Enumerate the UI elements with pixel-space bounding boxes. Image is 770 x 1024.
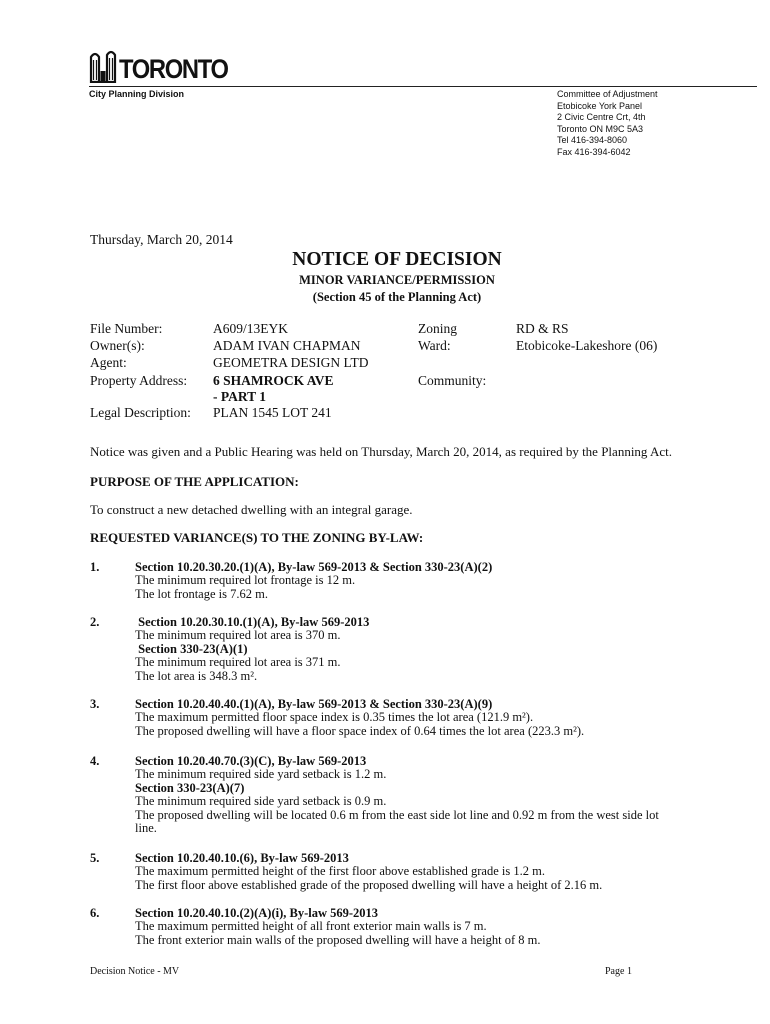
variance-text: The first floor above established grade of the proposed dwelling will have a height of 2.16 m.	[135, 877, 603, 892]
zoning-label: Zoning	[418, 321, 457, 336]
city-hall-icon	[89, 49, 117, 83]
variance-text: The minimum required lot frontage is 12 m.	[135, 573, 356, 588]
ward-value: Etobicoke-Lakeshore (06)	[516, 338, 658, 353]
variance-item	[90, 907, 730, 947]
variance-number: 4.	[90, 754, 100, 768]
variance-item	[90, 755, 730, 835]
variance-text: The lot area is 348.3 m².	[135, 668, 258, 683]
document-title: NOTICE OF DECISION	[292, 249, 502, 270]
property-address-line2: - PART 1	[213, 389, 267, 404]
variance-section-ref: Section 10.20.40.10.(2)(A)(i), By-law 569-2013	[135, 906, 379, 920]
office-line: Etobicoke York Panel	[557, 100, 643, 111]
variance-text: The minimum required side yard setback is 0.9 m.	[135, 794, 387, 809]
variance-section-ref: Section 10.20.30.20.(1)(A), By-law 569-2013 & Section 330-23(A)(2)	[135, 560, 493, 574]
variance-text: The lot frontage is 7.62 m.	[135, 586, 268, 601]
zoning-value: RD & RS	[516, 321, 569, 336]
variance-number: 3.	[90, 697, 100, 711]
variance-item	[90, 852, 730, 892]
notice-statement: Notice was given and a Public Hearing was held on Thursday, March 20, 2014, as required by the Planning Act.	[90, 444, 672, 459]
document-subtitle-act: (Section 45 of the Planning Act)	[312, 290, 482, 304]
variance-item	[90, 616, 730, 683]
variance-section-ref: Section 10.20.40.70.(3)(C), By-law 569-2013	[135, 754, 367, 768]
footer-doc-label: Decision Notice - MV	[90, 966, 180, 977]
variance-text: The maximum permitted floor space index is 0.35 times the lot area (121.9 m²).	[135, 710, 534, 725]
variance-item	[90, 698, 730, 738]
page-number: Page 1	[605, 966, 632, 977]
variance-text: The maximum permitted height of all front exterior main walls is 7 m.	[135, 919, 487, 934]
decision-date: Thursday, March 20, 2014	[90, 232, 233, 247]
ward-label: Ward:	[418, 338, 451, 353]
variance-section-ref: Section 10.20.40.10.(6), By-law 569-2013	[135, 851, 349, 865]
file-number-label: File Number:	[90, 321, 163, 336]
variance-section-ref: Section 330-23(A)(1)	[135, 641, 248, 656]
community-label	[418, 373, 486, 389]
variance-text: The minimum required lot area is 371 m.	[135, 655, 341, 670]
variance-number: 5.	[90, 851, 100, 865]
variances-heading: REQUESTED VARIANCE(S) TO THE ZONING BY-LAW:	[90, 530, 424, 545]
variance-section-ref: Section 10.20.30.10.(1)(A), By-law 569-2013	[135, 615, 370, 629]
office-line: Committee of Adjustment	[557, 89, 658, 99]
variance-text: line.	[135, 821, 157, 836]
legal-description-label: Legal Description:	[90, 405, 191, 420]
purpose-text: To construct a new detached dwelling with an integral garage.	[90, 502, 413, 517]
variance-number: 1.	[90, 560, 100, 574]
variance-number: 6.	[90, 906, 100, 920]
office-line: Toronto ON M9C 5A3	[557, 123, 644, 134]
toronto-logo	[89, 47, 243, 83]
variance-section-ref: Section 330-23(A)(7)	[135, 780, 245, 795]
variance-text: The minimum required lot area is 370 m.	[135, 628, 341, 643]
variance-item	[90, 561, 730, 601]
variance-text: The maximum permitted height of the first floor above established grade is 1.2 m.	[135, 864, 545, 879]
owners-value: ADAM IVAN CHAPMAN	[213, 338, 361, 353]
variance-text: The minimum required side yard setback is 1.2 m.	[135, 767, 387, 782]
property-address-label: Property Address:	[90, 373, 188, 388]
purpose-heading: PURPOSE OF THE APPLICATION:	[90, 474, 299, 489]
file-number-value: A609/13EYK	[213, 321, 288, 336]
variance-number: 2.	[90, 615, 100, 629]
variance-text: The proposed dwelling will have a floor space index of 0.64 times the lot area (223.3 m²).	[135, 723, 585, 738]
variance-text: The front exterior main walls of the proposed dwelling will have a height of 8 m.	[135, 932, 541, 947]
division-name: City Planning Division	[89, 89, 185, 99]
header-rule	[89, 86, 757, 87]
property-address-line1: 6 SHAMROCK AVE	[213, 373, 334, 388]
agent-value: GEOMETRA DESIGN LTD	[213, 355, 369, 370]
community-label-text: Community:	[418, 373, 487, 388]
variance-text: The proposed dwelling will be located 0.6 m from the east side lot line and 0.92 m from the west side lot	[135, 807, 659, 822]
office-line: Fax 416-394-6042	[557, 146, 631, 157]
logo-wordmark: TORONTO	[119, 54, 228, 84]
office-address	[557, 89, 658, 159]
owners-label: Owner(s):	[90, 338, 145, 353]
office-line: 2 Civic Centre Crt, 4th	[557, 112, 646, 123]
document-subtitle: MINOR VARIANCE/PERMISSION	[299, 273, 495, 287]
office-line: Tel 416-394-8060	[557, 135, 628, 146]
variance-section-ref: Section 10.20.40.40.(1)(A), By-law 569-2013 & Section 330-23(A)(9)	[135, 697, 493, 711]
agent-label: Agent:	[90, 355, 127, 370]
legal-description-value: PLAN 1545 LOT 241	[213, 405, 332, 420]
